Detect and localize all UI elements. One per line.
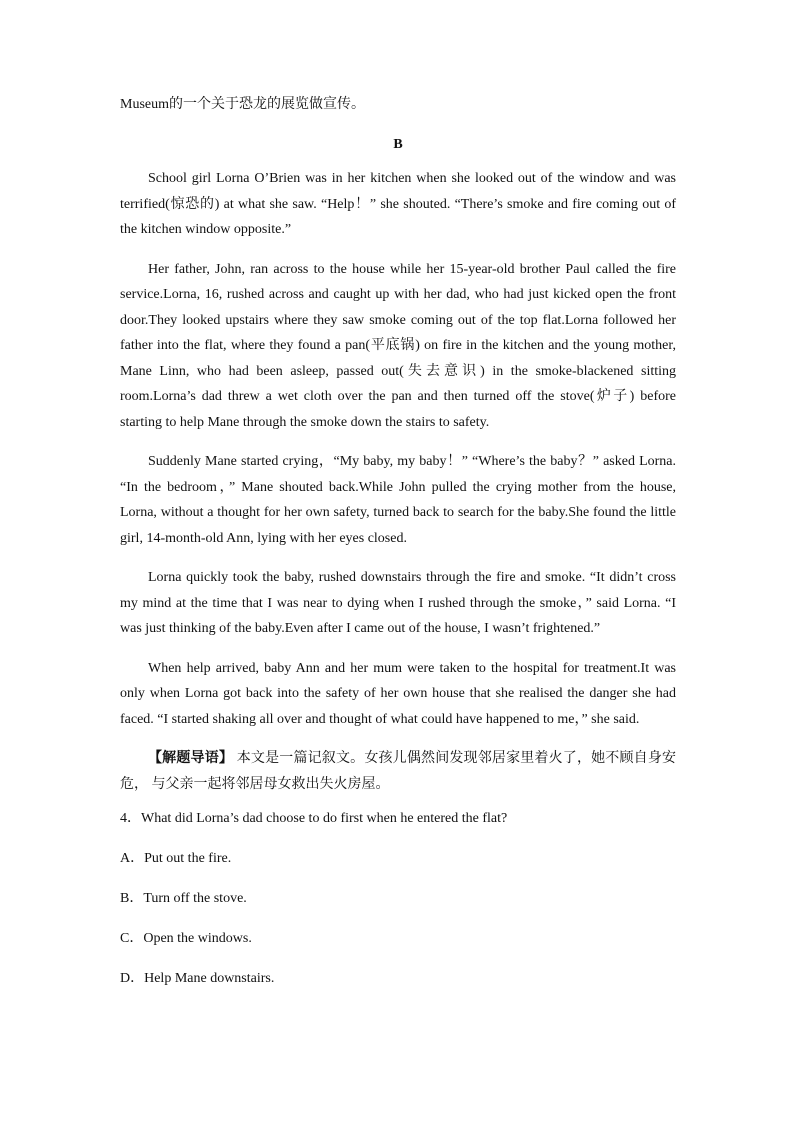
passage-paragraph-5: When help arrived, baby Ann and her mum were taken to the hospital for treatment.It was only when Lorna got back into the safety of her own house that she realised the danger she had faced. “I started shaking all over and thought of what could have happened to me，” she said.: [120, 660, 676, 727]
passage-paragraph-4: Lorna quickly took the baby, rushed downstairs through the fire and smoke. “It didn’t cross my mind at the time that I was near to dying when I rushed through the smoke，” said Lorna. “I was just thinking of the baby.Even after I came out of the house, I wasn’t frightened.”: [120, 570, 676, 636]
option-b: B．Turn off the stove.: [120, 891, 247, 906]
document-page: [120, 92, 676, 1006]
option-c: C．Open the windows.: [120, 931, 252, 946]
passage-paragraph-1: School girl Lorna O’Brien was in her kitchen when she looked out of the window and was terrified(惊恐的) at what she saw. “Help！” she shouted. “There’s smoke and fire coming out of the kitchen window opposite.”: [120, 171, 676, 237]
section-label: B: [393, 137, 403, 152]
solution-guide-text: 本文是一篇记叙文。女孩儿偶然间发现邻居家里着火了，她不顾自身安危， 与父亲一起将邻居母女救出失火房屋。: [120, 751, 677, 792]
passage-paragraph-2: Her father, John, ran across to the house while her 15-year-old brother Paul called the fire service.Lorna, 16, rushed across and caught up with her dad, who had just kicked open the front door.They looked upstairs where they saw smoke coming out of the top flat.Lorna followed her father into the flat, where they found a pan(平底锅) on fire in the kitchen and the young mother, Mane Linn, who had been asleep, passed out(失去意识) in the smoke-blackened sitting room.Lorna’s dad threw a wet cloth over the pan and then turned off the stove(炉子) before starting to help Mane through the smoke down the stairs to safety.: [120, 261, 676, 430]
question-text: 4．What did Lorna’s dad choose to do first when he entered the flat?: [120, 811, 508, 826]
option-d: D．Help Mane downstairs.: [120, 971, 275, 986]
passage-paragraph-3: Suddenly Mane started crying，“My baby, my baby！” “Where’s the baby？” asked Lorna. “In the bedroom，” Mane shouted back.While John pulled the crying mother from the house, Lorna, without a thought for her own safety, turned back to search for the baby.She found the little girl, 14-month-old Ann, lying with her eyes closed.: [120, 454, 676, 546]
option-a: A．Put out the fire.: [120, 851, 232, 866]
intro-line: Museum的一个关于恐龙的展览做宣传。: [120, 97, 365, 112]
solution-guide: [120, 746, 676, 798]
solution-guide-tag: 【解题导语】: [148, 751, 234, 766]
answer-options: [120, 846, 676, 992]
